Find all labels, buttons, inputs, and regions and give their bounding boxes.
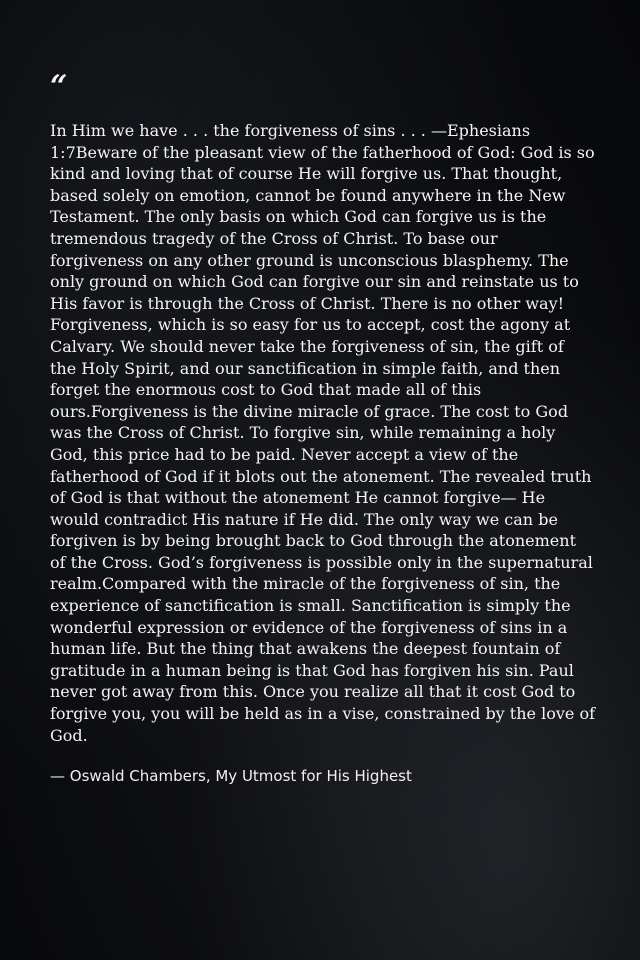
quote-attribution: — Oswald Chambers, My Utmost for His Highest (50, 767, 412, 786)
quotation-mark-icon: “ (50, 69, 68, 104)
quote-card (50, 69, 595, 786)
quote-text: In Him we have . . . the forgiveness of sins . . . —Ephesians 1:7Beware of the pleasant view of the fatherhood of God: God is so kind and loving that of course He will forgive us. That thought, based solely on emotion, cannot be found anywhere in the New Testament. The only basis on which God can forgive us is the tremendous tragedy of the Cross of Christ. To base our forgiveness on any other ground is unconscious blasphemy. The only ground on which God can forgive our sin and reinstate us to His favor is through the Cross of Christ. There is no other way! Forgiveness, which is so easy for us to accept, cost the agony at Calvary. We should never take the forgiveness of sin, the gift of the Holy Spirit, and our sanctification in simple faith, and then forget the enormous cost to God that made all of this ours.Forgiveness is the divine miracle of grace. The cost to God was the Cross of Christ. To forgive sin, while remaining a holy God, this price had to be paid. Never accept a view of the fatherhood of God if it blots out the atonement. The revealed truth of God is that without the atonement He cannot forgive— He would contradict His nature if He did. The only way we can be forgiven is by being brought back to God through the atonement of the Cross. God’s forgiveness is possible only in the supernatural realm.Compared with the miracle of the forgiveness of sin, the experience of sanctification is small. Sanctification is simply the wonderful expression or evidence of the forgiveness of sins in a human life. But the thing that awakens the deepest fountain of gratitude in a human being is that God has forgiven his sin. Paul never got away from this. Once you realize all that it cost God to forgive you, you will be held as in a vise, constrained by the love of God. (50, 121, 595, 745)
